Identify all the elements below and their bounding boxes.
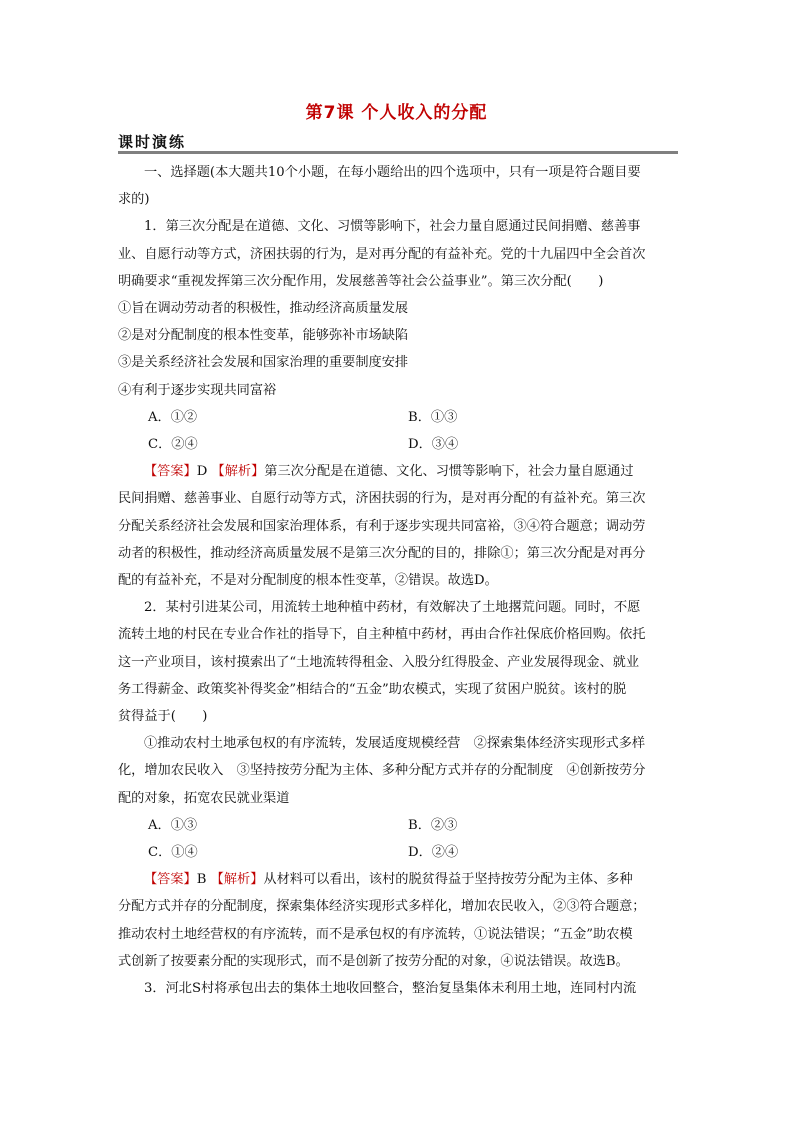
analysis-tag: 【解析】 [210,872,264,888]
question-1-stem: 明确要求“重视发挥第三次分配作用，发展慈善等社会公益事业”。第三次分配( ) [118,273,604,289]
question-2-statement: ①推动农村土地承包权的有序流转，发展适度规模经营 ②探索集体经济实现形式多样 [144,736,646,752]
heading-divider [118,151,678,154]
lesson-title: 第7课 个人收入的分配 [305,103,488,123]
question-2-stem: 务工得薪金、政策奖补得奖金”相结合的“五金”助农模式，实现了贫困户脱贫。该村的脱 [118,681,627,697]
question-1-answer [118,458,678,485]
choice-b: B．②③ [408,817,458,833]
question-1-statement: ①旨在调动劳动者的积极性，推动经济高质量发展 [118,301,409,317]
exercise-body [118,159,678,1002]
question-2-stem: 贫得益于( ) [118,709,208,725]
analysis-line: 分配关系经济社会发展和国家治理体系，有利于逐步实现共同富裕，③④符合题意；调动劳 [118,518,646,534]
answer-value: D [196,464,208,480]
question-3-stem: 3．河北S村将承包出去的集体土地收回整合，整治复垦集体未利用土地，连同村内流 [144,981,637,997]
question-2-stem: 流转土地的村民在专业合作社的指导下，自主种植中药材，再由合作社保底价格回购。依托 [118,627,646,643]
analysis-line: 式创新了按要素分配的实现形式，而不是创新了按劳分配的对象，④说法错误。故选B。 [118,953,629,969]
question-2-answer [118,866,678,893]
question-1-stem: 业、自愿行动等方式，济困扶弱的行为，是对再分配的有益补充。党的十九届四中全会首次 [118,246,646,262]
choice-d: D．③④ [408,437,459,453]
analysis-line: 配的有益补充，不是对分配制度的根本性变革，②错误。故选D。 [118,573,498,589]
question-1-statement: ②是对分配制度的根本性变革，能够弥补市场缺陷 [118,328,409,344]
question-1-statement: ③是关系经济社会发展和国家治理的重要制度安排 [118,355,409,371]
question-1-statement: ④有利于逐步实现共同富裕 [118,382,277,398]
choice-c: C．①④ [148,845,198,861]
analysis-text: 从材料可以看出，该村的脱贫得益于坚持按劳分配为主体、多种 [263,872,633,888]
choice-c: C．②④ [148,437,198,453]
question-1-choices-row [118,404,678,431]
analysis-line: 民间捐赠、慈善事业、自愿行动等方式，济困扶弱的行为，是对再分配的有益补充。第三次 [118,491,646,507]
choice-a: A．①② [148,409,198,425]
question-2-statement: 化，增加农民收入 ③坚持按劳分配为主体、多种分配方式并存的分配制度 ④创新按劳分 [118,763,646,779]
question-2-choices-row [118,812,678,839]
choice-b: B．①③ [408,409,458,425]
question-1-stem: 1．第三次分配是在道德、文化、习惯等影响下，社会力量自愿通过民间捐赠、慈善事 [144,219,641,235]
question-2-statement: 配的对象，拓宽农民就业渠道 [118,790,290,806]
analysis-line: 分配方式并存的分配制度，探索集体经济实现形式多样化，增加农民收入，②③符合题意； [118,899,646,915]
answer-value: B [196,872,207,888]
answer-tag: 【答案】 [144,464,197,480]
intro-line: 求的) [118,192,150,208]
question-1-choices-row [118,431,678,458]
choice-d: D．②④ [408,845,459,861]
section-heading: 课时演练 [118,133,187,151]
question-2-choices-row [118,839,678,866]
intro-line: 一、选择题(本大题共10个小题，在每小题给出的四个选项中，只有一项是符合题目要 [144,165,641,180]
choice-a: A．①③ [148,817,198,833]
analysis-tag: 【解析】 [211,464,265,480]
analysis-line: 动者的积极性，推动经济高质量发展不是第三次分配的目的，排除①；第三次分配是对再分 [118,545,646,561]
analysis-line: 推动农村土地经营权的有序流转，而不是承包权的有序流转，①说法错误；“五金”助农模 [118,926,633,942]
analysis-text: 第三次分配是在道德、文化、习惯等影响下，社会力量自愿通过 [264,464,634,480]
answer-tag: 【答案】 [144,872,197,888]
question-2-stem: 这一产业项目，该村摸索出了“土地流转得租金、入股分红得股金、产业发展得现金、就业 [118,654,640,670]
question-2-stem: 2．某村引进某公司，用流转土地种植中药材，有效解决了土地撂荒问题。同时，不愿 [144,600,641,616]
